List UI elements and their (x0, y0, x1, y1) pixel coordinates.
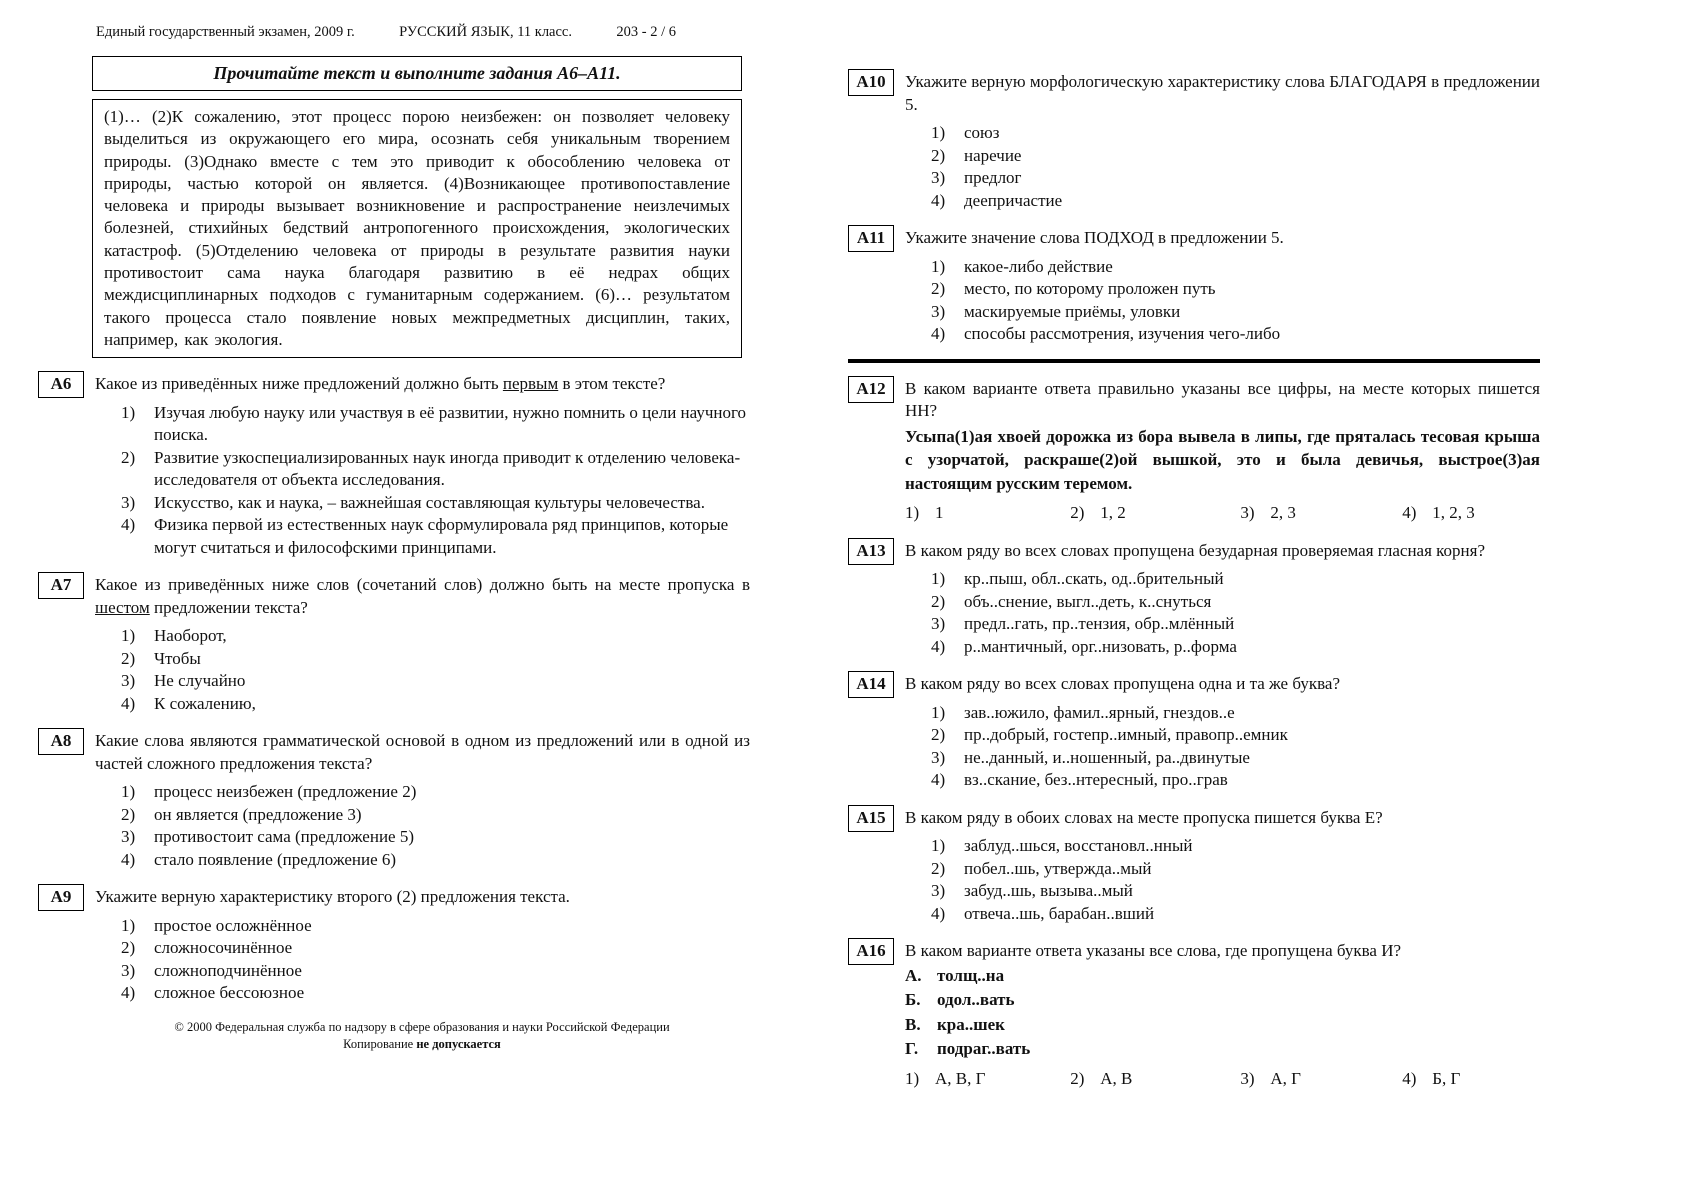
question-text: В каком варианте ответа указаны все слова, где пропущена буква И? (905, 941, 1402, 960)
letter-item (905, 1013, 1540, 1037)
question-text: Какие слова являются грамматической основой в одном из предложений или в одной из частей сложного предложения текста? (95, 731, 750, 773)
question-А13 (848, 538, 1540, 659)
option-number: 1) (931, 836, 946, 855)
question-body (905, 376, 1540, 525)
text-segment: в этом тексте? (558, 374, 666, 394)
option-item (121, 625, 750, 648)
question-А11 (848, 225, 1540, 346)
question-label: А9 (38, 884, 84, 911)
footer-notice-bold: не допускается (416, 1036, 501, 1051)
option-number: 1) (121, 915, 136, 935)
option-text: Чтобы (154, 648, 201, 668)
option-number: 1) (931, 569, 946, 588)
option-text: стало появление (предложение 6) (154, 849, 397, 869)
option-item (1240, 1068, 1402, 1091)
option-item (121, 402, 750, 447)
header-page-number: 203 - 2 / 6 (616, 24, 676, 40)
footer-notice-text: Копирование (343, 1036, 417, 1051)
option-text: предл..гать, пр..тензия, обр..млённый (964, 614, 1235, 633)
question-А7 (38, 572, 750, 715)
option-number: 3) (931, 301, 946, 321)
option-text: противостоит сама (предложение 5) (154, 827, 415, 847)
letter-item (905, 1037, 1540, 1061)
question-А16 (848, 938, 1540, 1090)
option-text: Б, Г (1432, 1068, 1461, 1088)
option-text: пр..добрый, гостепр..имный, правопр..емник (964, 725, 1288, 744)
question-А8 (38, 728, 750, 871)
option-text: заблуд..шься, восстановл..нный (964, 836, 1193, 855)
option-number: 1) (121, 626, 136, 646)
option-text: Развитие узкоспециализированных наук иногда приводит к отделению человека-исследователя от объекта исследования. (154, 447, 741, 490)
option-number: 1) (931, 123, 946, 142)
option-item (1402, 502, 1540, 525)
option-number: 4) (1402, 503, 1417, 522)
option-number: 2) (931, 858, 946, 878)
option-item (931, 769, 1540, 792)
letter-item (905, 964, 1540, 988)
question-text: В каком ряду во всех словах пропущена безударная проверяемая гласная корня? (905, 540, 1486, 560)
option-text: он является (предложение 3) (154, 804, 362, 824)
option-item (121, 781, 750, 804)
option-text: Искусство, как и наука, – важнейшая составляющая культуры человечества. (154, 492, 705, 512)
option-item (121, 648, 750, 671)
options-row (905, 502, 1540, 525)
letter-text: одол..вать (937, 990, 1015, 1009)
option-item (931, 702, 1540, 725)
option-text: 2, 3 (1270, 503, 1296, 522)
option-text: не..данный, и..ношенный, ра..двинутые (964, 747, 1250, 767)
option-item (931, 636, 1540, 659)
option-item (931, 858, 1540, 881)
option-text: сложносочинённое (154, 938, 293, 958)
option-item (931, 256, 1540, 279)
option-number: 1) (905, 1068, 920, 1088)
question-А6 (38, 371, 750, 559)
option-item (121, 670, 750, 693)
left-questions (38, 371, 750, 1005)
section-divider (848, 359, 1540, 363)
option-item (1070, 502, 1240, 525)
left-column (38, 24, 750, 1053)
question-label: А11 (848, 225, 894, 252)
bold-statement: Усыпа(1)ая хвоей дорожка из бора вывела в липы, где пряталась тесовая крыша с узорчатой, раскраше(2)ой вышкой, это и была девичья, выстрое(3)ая настоящим русским теремом. (905, 426, 1540, 493)
letter-item (905, 988, 1540, 1012)
option-item (121, 960, 750, 983)
question-body (905, 805, 1540, 926)
option-item (905, 1068, 1070, 1091)
option-item (121, 492, 750, 515)
option-item (1070, 1068, 1240, 1091)
option-number: 3) (931, 614, 946, 633)
letter-text: кра..шек (937, 1014, 1005, 1034)
option-text: наречие (964, 145, 1022, 165)
question-label: А6 (38, 371, 84, 398)
option-text: простое осложнённое (154, 915, 312, 935)
option-text: 1, 2, 3 (1432, 503, 1475, 522)
footer-notice (92, 1036, 752, 1053)
question-label: А15 (848, 805, 894, 832)
option-number: 3) (1240, 503, 1255, 522)
option-item (931, 724, 1540, 747)
option-item (931, 122, 1540, 145)
option-number: 3) (931, 881, 946, 900)
option-text: вз..скание, без..нтересный, про..грав (964, 770, 1228, 789)
option-item (905, 502, 1070, 525)
option-text: Изучая любую науку или участвуя в её развитии, нужно помнить о цели научного поиска. (154, 402, 747, 445)
header-exam-title: Единый государственный экзамен, 2009 г. (96, 24, 355, 40)
question-А9 (38, 884, 750, 1005)
option-text: маскируемые приёмы, уловки (964, 301, 1181, 321)
option-text: забуд..шь, вызыва..мый (964, 881, 1133, 900)
letter-label: А. (905, 965, 922, 985)
text-segment: Какое из приведённых ниже слов (сочетаний слов) должно быть на месте пропуска в (95, 575, 750, 595)
option-item (1402, 1068, 1540, 1091)
option-text: р..мантичный, орг..низовать, р..форма (964, 636, 1237, 656)
letter-label: Г. (905, 1039, 919, 1058)
instruction-box (92, 56, 742, 91)
option-number: 2) (931, 725, 946, 744)
question-body (905, 538, 1540, 659)
option-number: 2) (121, 804, 136, 824)
option-number: 3) (121, 960, 136, 980)
option-item (121, 915, 750, 938)
options-list (931, 256, 1540, 346)
question-label: А12 (848, 376, 894, 403)
option-item (931, 568, 1540, 591)
question-label: А16 (848, 938, 894, 965)
option-number: 4) (121, 849, 136, 869)
option-text: 1, 2 (1100, 503, 1126, 522)
option-text: способы рассмотрения, изучения чего-либо (964, 324, 1281, 343)
text-segment: предложении текста? (149, 597, 308, 617)
option-item (931, 835, 1540, 858)
question-А10 (848, 69, 1540, 212)
option-number: 2) (1070, 503, 1085, 522)
option-item (121, 804, 750, 827)
option-item (121, 937, 750, 960)
instruction-text: Прочитайте текст и выполните задания А6–А11. (213, 63, 621, 83)
option-number: 4) (121, 983, 136, 1003)
option-item (121, 514, 750, 559)
letter-label: В. (905, 1014, 921, 1034)
option-number: 1) (931, 702, 946, 722)
right-column (848, 56, 1540, 1090)
option-item (931, 278, 1540, 301)
option-text: А, В (1100, 1068, 1133, 1088)
option-text: Наоборот, (154, 626, 227, 646)
option-number: 2) (931, 591, 946, 611)
option-number: 2) (121, 938, 136, 958)
question-А12 (848, 376, 1540, 525)
option-text: 1 (935, 503, 944, 522)
question-text (95, 373, 750, 396)
options-list (121, 781, 750, 871)
question-body (95, 728, 750, 871)
page-footer (92, 1019, 752, 1053)
option-text: кр..пыш, обл..скать, од..брительный (964, 569, 1224, 588)
question-text (95, 574, 750, 619)
option-number: 4) (931, 903, 946, 923)
page-header (96, 24, 676, 41)
text-segment: Какое из приведённых ниже предложений должно быть (95, 374, 503, 394)
option-item (121, 447, 750, 492)
question-label: А7 (38, 572, 84, 599)
option-text: объ..снение, выгл..деть, к..снуться (964, 591, 1212, 611)
option-text: побел..шь, утвержда..мый (964, 858, 1152, 878)
question-text: Укажите верную морфологическую характеристику слова БЛАГОДАРЯ в предложении 5. (905, 72, 1540, 114)
question-text: Укажите значение слова ПОДХОД в предложении 5. (905, 228, 1284, 247)
option-number: 3) (121, 671, 136, 691)
question-text: В каком варианте ответа правильно указаны все цифры, на месте которых пишется НН? (905, 378, 1540, 420)
question-label: А14 (848, 671, 894, 698)
option-text: сложноподчинённое (154, 960, 302, 980)
option-item (931, 145, 1540, 168)
option-item (121, 849, 750, 872)
question-text: Укажите верную характеристику второго (2) предложения текста. (95, 887, 570, 907)
option-text: А, Г (1270, 1068, 1301, 1088)
option-text: союз (964, 123, 1000, 142)
question-А15 (848, 805, 1540, 926)
options-list (931, 568, 1540, 658)
option-item (931, 747, 1540, 770)
option-number: 2) (931, 145, 946, 165)
option-item (121, 982, 750, 1005)
options-list (931, 835, 1540, 925)
option-number: 3) (121, 827, 136, 847)
option-item (931, 613, 1540, 636)
option-text: процесс неизбежен (предложение 2) (154, 782, 417, 802)
question-body (95, 572, 750, 715)
option-text: деепричастие (964, 190, 1063, 210)
option-item (121, 693, 750, 716)
header-subject: РУССКИЙ ЯЗЫК, 11 класс. (399, 24, 572, 40)
option-number: 1) (905, 503, 920, 522)
option-text: отвеча..шь, барабан..вший (964, 903, 1155, 923)
option-number: 1) (931, 256, 946, 276)
question-label: А8 (38, 728, 84, 755)
question-label: А10 (848, 69, 894, 96)
option-item (931, 591, 1540, 614)
option-item (121, 826, 750, 849)
options-list (121, 402, 750, 560)
underlined-word: первым (502, 374, 559, 394)
option-number: 1) (121, 782, 136, 802)
question-text: В каком ряду в обоих словах на месте пропуска пишется буква Е? (905, 807, 1383, 827)
option-number: 1) (121, 402, 136, 422)
question-body (905, 938, 1540, 1090)
question-body (95, 371, 750, 559)
passage-box (92, 99, 742, 358)
option-item (931, 301, 1540, 324)
options-list (121, 625, 750, 715)
option-item (931, 903, 1540, 926)
option-number: 4) (931, 636, 946, 656)
option-number: 4) (931, 770, 946, 789)
option-number: 2) (121, 648, 136, 668)
option-number: 4) (1402, 1068, 1417, 1088)
option-number: 2) (121, 447, 136, 467)
right-questions (848, 69, 1540, 1090)
option-number: 4) (121, 515, 136, 535)
option-item (931, 880, 1540, 903)
letter-label: Б. (905, 990, 921, 1009)
option-number: 2) (931, 279, 946, 298)
option-text: предлог (964, 168, 1022, 187)
option-text: какое-либо действие (964, 256, 1113, 276)
option-number: 3) (1240, 1068, 1255, 1088)
option-text: Физика первой из естественных наук сформулировала ряд принципов, которые могут считаться и философскими принципами. (154, 515, 729, 557)
passage-text: (1)… (2)К сожалению, этот процесс порою неизбежен: он позволяет человеку выделиться из окружающего его мира, осознать себя уникальным творением природы. (3)Однако вместе с тем это приводит к обособлению человека от природы, частью которой он является. (4)Возникающее противопоставление человека и природы вызывает возникновение и распространение неизлечимых болезней, стихийных бедствий антропогенного происхождения, экологических катастроф. (5)Отделению человека от природы в результате развития науки противостоит сама наука благодаря развитию в её недрах общих междисциплинарных подходов с гуманитарным содержанием. (6)… результатом такого процесса стало появление новых межпредметных дисциплин, таких, например, как экология. (104, 107, 730, 349)
options-list (121, 915, 750, 1005)
option-number: 3) (931, 168, 946, 187)
letter-text: подраг..вать (937, 1039, 1031, 1058)
option-number: 4) (931, 190, 946, 210)
option-item (931, 167, 1540, 190)
question-label: А13 (848, 538, 894, 565)
options-row (905, 1068, 1540, 1091)
option-text: зав..южило, фамил..ярный, гнездов..е (964, 702, 1235, 722)
underlined-word: шестом (95, 597, 150, 617)
option-text: место, по которому проложен путь (964, 279, 1216, 298)
options-list (931, 702, 1540, 792)
option-number: 3) (931, 747, 946, 767)
question-body (905, 69, 1540, 212)
option-item (931, 190, 1540, 213)
option-number: 4) (931, 324, 946, 343)
option-number: 3) (121, 492, 136, 512)
option-text: сложное бессоюзное (154, 983, 305, 1003)
option-item (1240, 502, 1402, 525)
letter-text: толщ..на (937, 965, 1005, 985)
option-number: 2) (1070, 1068, 1085, 1088)
option-text: К сожалению, (154, 693, 256, 713)
option-item (931, 323, 1540, 346)
question-text: В каком ряду во всех словах пропущена одна и та же буква? (905, 674, 1341, 693)
option-text: Не случайно (154, 671, 246, 691)
question-body (905, 671, 1540, 792)
option-number: 4) (121, 693, 136, 713)
question-body (905, 225, 1540, 346)
options-list (931, 122, 1540, 212)
option-text: А, В, Г (935, 1068, 986, 1088)
question-А14 (848, 671, 1540, 792)
question-body (95, 884, 750, 1005)
footer-copyright: © 2000 Федеральная служба по надзору в сфере образования и науки Российской Федерации (174, 1019, 670, 1034)
